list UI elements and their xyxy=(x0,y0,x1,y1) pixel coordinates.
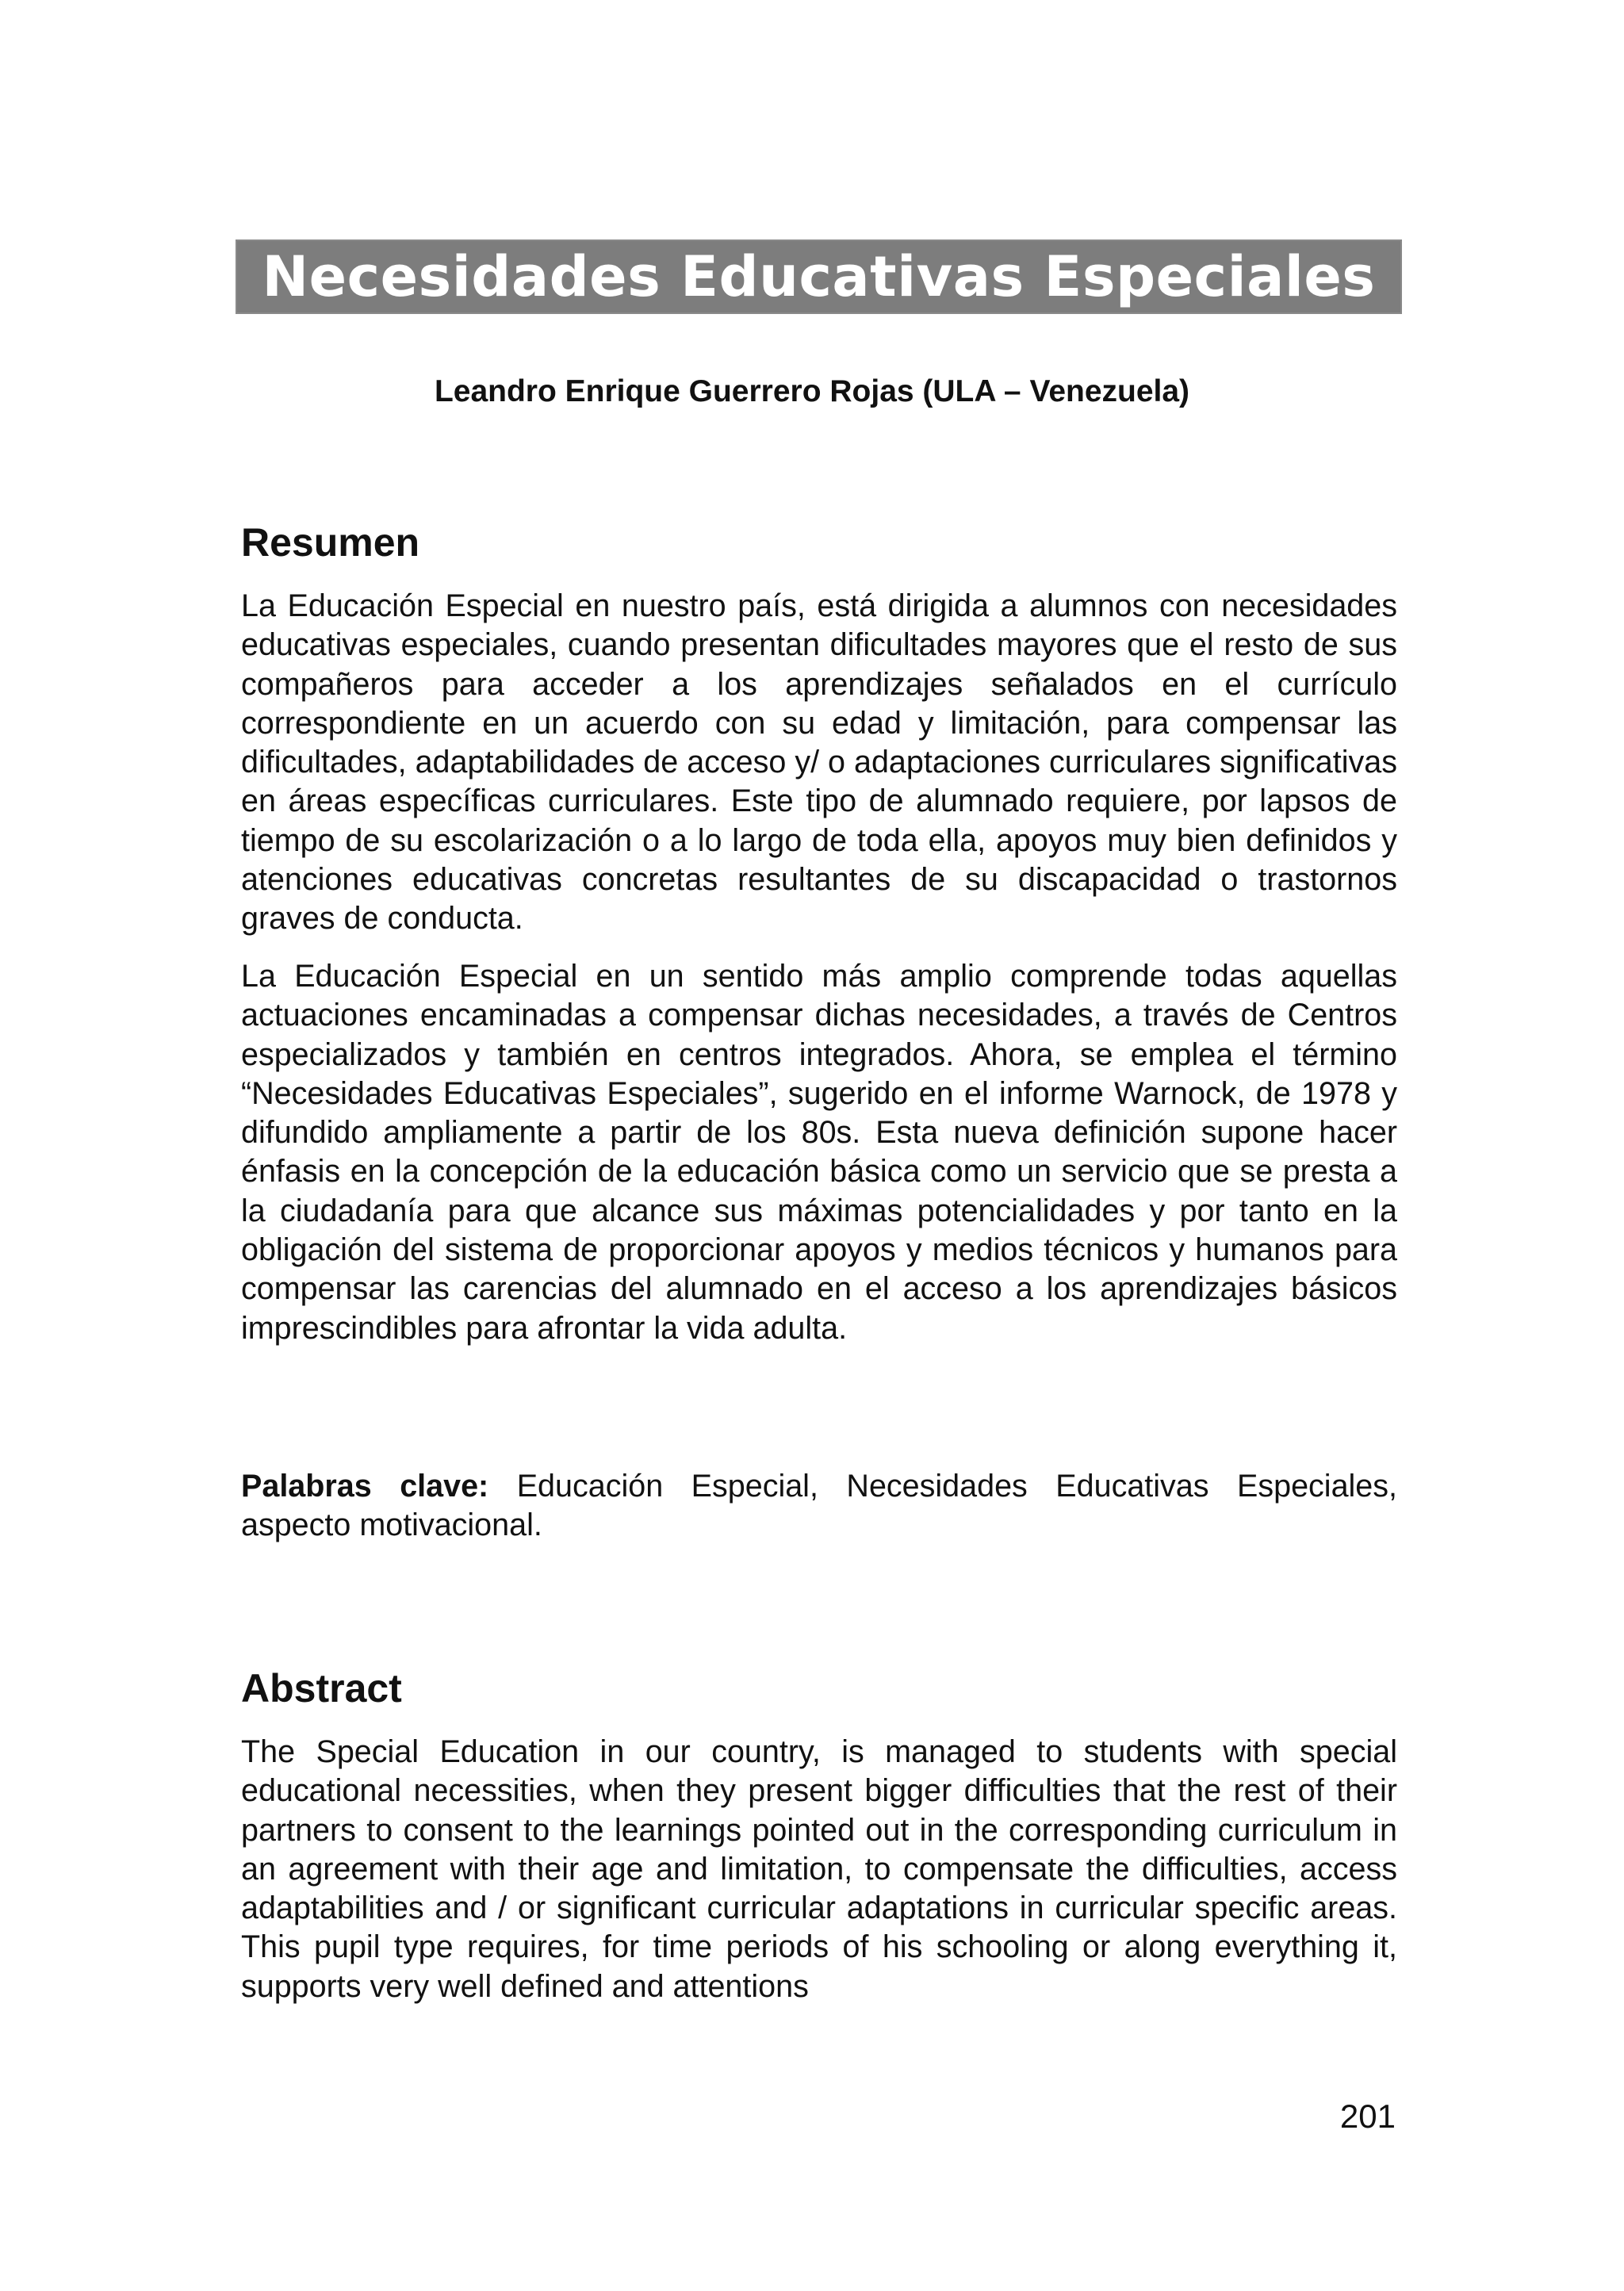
resumen-paragraph-2: La Educación Especial en un sentido más amplio comprende todas aquellas actuaciones encaminadas a compensar dichas necesidades, a través de Centros especializados y también en centros integrados. Ahora, se emplea el término “Necesidades Educativas Especiales”, sugerido en el informe Warnock, de 1978 y difundido ampliamente a partir de los 80s. Esta nueva definición supone hacer énfasis en la concepción de la educación básica como un servicio que se presta a la ciudadanía para que alcance sus máximas potencialidades y por tanto en la obligación del sistema de proporcionar apoyos y medios técnicos y humanos para compensar las carencias del alumnado en el acceso a los aprendizajes básicos imprescindibles para afrontar la vida adulta. xyxy=(241,959,1397,1346)
keywords-paragraph xyxy=(241,1467,1397,1546)
keywords-text: Educación Especial, Necesidades Educativas Especiales, aspecto motivacional. xyxy=(241,1469,1398,1543)
title-banner xyxy=(236,239,1402,314)
abstract-heading: Abstract xyxy=(241,1666,402,1711)
resumen-heading: Resumen xyxy=(241,520,420,565)
resumen-paragraph-1: La Educación Especial en nuestro país, está dirigida a alumnos con necesidades educativas especiales, cuando presentan dificultades mayores que el resto de sus compañeros para acceder a los aprendizajes señalados en el currículo correspondiente en un acuerdo con su edad y limitación, para compensar las dificultades, adaptabilidades de acceso y/ o adaptaciones curriculares significativas en áreas específicas curriculares. Este tipo de alumnado requiere, por lapsos de tiempo de su escolarización o a lo largo de toda ella, apoyos muy bien definidos y atenciones educativas concretas resultantes de su discapacidad o trastornos graves de conducta. xyxy=(241,588,1397,937)
abstract-paragraph-1: The Special Education in our country, is managed to students with special educational necessities, when they present bigger difficulties that the rest of their partners to consent to the learnings pointed out in the corresponding curriculum in an agreement with their age and limitation, to compensate the difficulties, access adaptabilities and / or significant curricular adaptations in curricular specific areas. This pupil type requires, for time periods of his schooling or along everything it, supports very well defined and attentions xyxy=(241,1734,1397,2004)
keywords-label: Palabras clave: xyxy=(241,1469,489,1504)
author-line: Leandro Enrique Guerrero Rojas (ULA – Venezuela) xyxy=(434,374,1190,408)
article-title: Necesidades Educativas Especiales xyxy=(262,244,1376,309)
page-number: 201 xyxy=(1339,2098,1396,2135)
